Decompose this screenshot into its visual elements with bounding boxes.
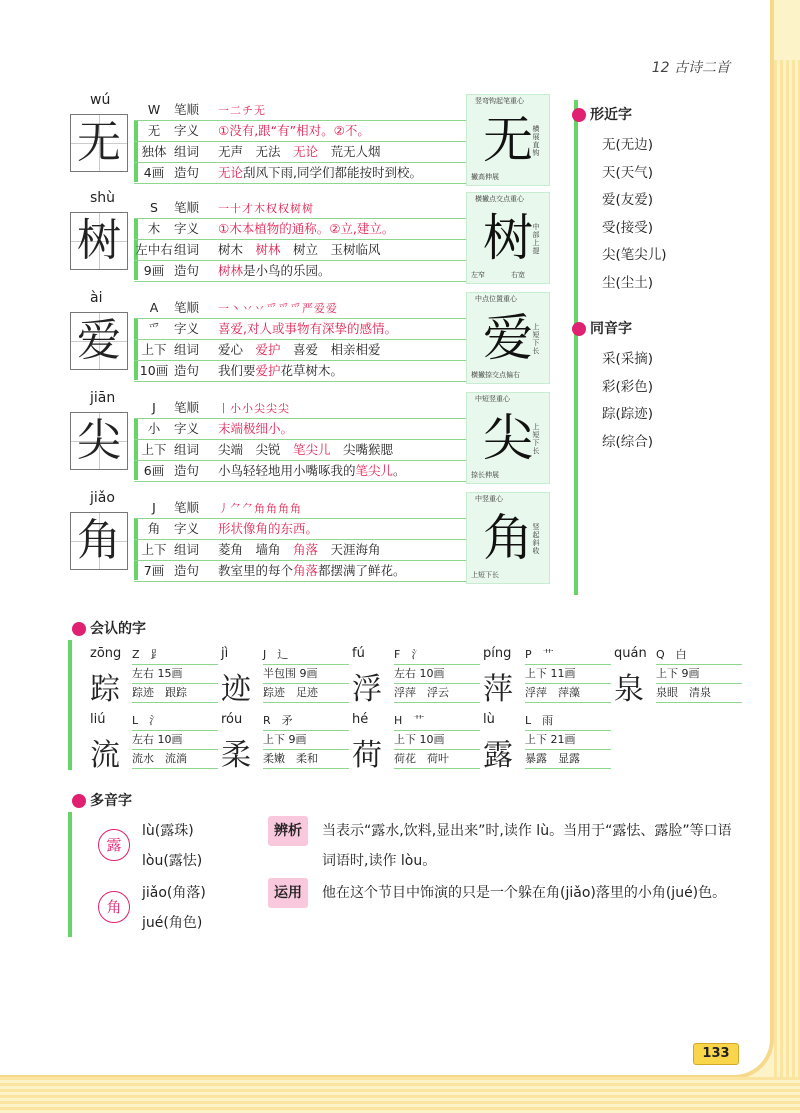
recognize-struct: 左右 [132,733,158,746]
row-content: 爱心 爱护 喜爱 相亲相爱 [218,342,381,357]
list-item: 彩(彩色) [602,378,654,395]
recognize-strokes: 9画 [681,667,700,680]
polyphonic-label-wrap [268,878,308,908]
row-content: 形状像角的东西。 [218,521,319,536]
polyphonic-reading: lòu(露怯) [142,853,203,869]
row-label: 造句 [174,263,200,278]
writing-demo: 角 中竖重心 竖起斜收 上短下长 [466,492,550,584]
row-label: 字义 [174,221,200,236]
divider-line [574,100,578,595]
recognize-info [525,646,611,703]
writing-note: 上短下长 [471,571,499,579]
row-label: 字义 [174,321,200,336]
row-label: 造句 [174,363,200,378]
recognize-info [263,712,349,769]
recognize-item [90,712,220,772]
similar-heading: 形近字 [572,104,632,124]
recognize-words: 踪迹 足迹 [263,684,349,703]
recognize-character: 荷 [352,738,382,773]
polyphonic-label-wrap [268,816,308,846]
row-content: 一丶丷丷爫爫爫严爱爱 [218,302,338,315]
entry-pinyin: wú [90,92,111,108]
recognize-character: 浮 [352,672,382,707]
pencil-icon [72,622,86,636]
row-label: 造句 [174,563,200,578]
polyphonic-readings [142,816,202,876]
recognize-pinyin: fú [352,646,365,661]
writing-note: 捺长伸展 [471,471,499,479]
list-item: 爱(友爱) [602,192,654,208]
row-label: 造句 [174,463,200,478]
pencil-icon [572,108,586,122]
page-edge-bottom [0,1077,800,1113]
row-content: 喜爱,对人或事物有深挚的感情。 [218,321,397,336]
list-item: 采(采摘) [602,351,654,367]
recognize-pinyin: róu [221,712,243,727]
recognize-struct-strokes [394,731,480,750]
row-tag: W [147,102,161,117]
row-content: 末端极细小。 [218,421,294,436]
row-content: 无论刮风下雨,同学们都能按时到校。 [218,165,422,180]
char-entry [68,390,550,490]
row-tag: S [150,200,158,215]
row-tag: J [152,500,156,515]
list-item: 受(接受) [602,219,654,236]
row-content: ①没有,跟“有”相对。②不。 [218,123,370,138]
recognize-radical: 氵 [411,648,423,661]
polyphonic-label: 运用 [268,878,308,908]
page-header: 12 古诗二首 [651,60,730,76]
recognize-words: 暴露 显露 [525,750,611,769]
recognize-character: 流 [90,738,120,773]
recognize-letter: F [394,648,412,661]
recognize-struct-strokes [525,731,611,750]
row-label: 笔顺 [174,400,200,415]
recognize-words: 荷花 荷叶 [394,750,480,769]
recognize-pinyin: zōng [90,646,122,661]
recognize-heading: 会认的字 [72,618,146,638]
row-content: 无声 无法 无论 荒无人烟 [218,144,381,159]
recognize-letter-radical [263,712,349,731]
recognize-radical: 矛 [281,714,293,727]
similar-list [602,132,667,297]
row-content: 树林是小鸟的乐园。 [218,263,331,278]
entry-pinyin: shù [90,190,116,206]
recognize-radical: 艹 [413,714,425,727]
entry-pinyin: jiǎo [90,490,115,506]
pencil-icon [72,794,86,808]
writing-demo: 无 竖弯钩起笔重心 横展直钩 撇高伸展 [466,94,550,186]
writing-note: 上短下长 [532,423,540,455]
recognize-item [614,646,744,706]
recognize-info [525,712,611,769]
recognize-radical: 辶 [277,648,289,661]
recognize-strokes: 21画 [550,733,576,746]
recognize-strokes: 10画 [157,733,183,746]
list-item: 尘(尘土) [602,274,654,291]
row-content: 尖端 尖锐 笔尖儿 尖嘴猴腮 [218,442,394,457]
recognize-info [263,646,349,703]
list-item: 无(无边) [602,137,654,153]
recognize-radical: 雨 [542,714,554,727]
row-label: 组词 [174,242,200,257]
row-label: 字义 [174,123,200,138]
recognize-letter: L [132,714,150,727]
row-tag: 左中右 [135,242,173,257]
char-entry [68,290,550,390]
row-label: 笔顺 [174,300,200,315]
recognize-letter-radical [656,646,742,665]
row-label: 组词 [174,342,200,357]
recognize-character: 露 [483,738,513,773]
recognize-struct: 上下 [656,667,682,680]
recognize-letter: Q [656,648,676,661]
recognize-strokes: 10画 [419,733,445,746]
recognize-letter-radical [525,646,611,665]
recognize-words: 浮萍 浮云 [394,684,480,703]
recognize-letter: Z [132,648,151,661]
recognize-letter-radical [394,712,480,731]
row-label: 笔顺 [174,200,200,215]
row-tag: 7画 [143,563,165,578]
recognize-item [352,646,482,706]
page-edge-right [774,60,800,1113]
list-item: 尖(笔尖儿) [602,247,667,263]
char-entry [68,190,550,290]
row-content: 一二チ无 [218,104,266,117]
recognize-struct-strokes [394,665,480,684]
recognize-letter: L [525,714,543,727]
row-label: 字义 [174,521,200,536]
row-tag: J [152,400,156,415]
row-tag: 上下 [141,542,167,557]
recognize-item [483,646,613,706]
row-tag: 独体 [141,144,167,159]
writing-note: 左窄 [471,271,485,279]
polyphonic-label: 辨析 [268,816,308,846]
polyphonic-reading: jué(角色) [142,915,203,931]
writing-note: 横撇捺交点偏右 [471,371,520,379]
row-label: 造句 [174,165,200,180]
writing-note: 中短竖重心 [475,395,510,403]
recognize-rail [68,640,72,770]
row-tag: 木 [147,221,161,236]
recognize-words: 柔嫩 柔和 [263,750,349,769]
row-content: 树木 树林 树立 玉树临风 [218,242,381,257]
row-tag: A [149,300,159,315]
writing-note: 中部上提 [532,223,540,255]
recognize-letter-radical [132,712,218,731]
row-label: 组词 [174,442,200,457]
recognize-words: 泉眼 清泉 [656,684,742,703]
entry-pinyin: jiān [90,390,116,406]
homophone-heading: 同音字 [572,318,632,338]
writing-note: 横展直钩 [532,125,540,157]
writing-note: 中点位置重心 [475,295,517,303]
writing-note: 横撇点交点重心 [475,195,524,203]
recognize-strokes: 11画 [550,667,576,680]
recognize-character: 迹 [221,672,251,707]
polyphonic-heading: 多音字 [72,790,132,810]
entry-character: 爱 [70,312,128,370]
recognize-letter-radical [132,646,218,665]
recognize-pinyin: hé [352,712,369,727]
row-tag: 9画 [143,263,165,278]
row-tag: 4画 [143,165,165,180]
row-tag: 爫 [147,321,161,336]
recognize-item [483,712,613,772]
recognize-struct-strokes [656,665,742,684]
writing-note: 撇高伸展 [471,173,499,181]
recognize-radical: 艹 [542,648,554,661]
polyphonic-char-badge: 露 [98,829,130,861]
entry-character: 树 [70,212,128,270]
list-item: 踪(踪迹) [602,406,654,422]
recognize-radical: 氵 [149,714,161,727]
polyphonic-char-badge: 角 [98,891,130,923]
row-tag: 10画 [139,363,169,378]
recognize-strokes: 15画 [157,667,183,680]
recognize-strokes: 9画 [288,733,307,746]
writing-note: 竖弯钩起笔重心 [475,97,524,105]
polyphonic-text: 他在这个节目中饰演的只是一个躲在角(jiǎo)落里的小角(jué)色。 [322,885,727,901]
recognize-letter-radical [394,646,480,665]
recognize-info [394,712,480,769]
recognize-item [221,712,351,772]
row-tag: 6画 [143,463,165,478]
writing-note: 上短下长 [532,323,540,355]
row-content: 丨小小尖尖尖 [218,402,290,415]
row-tag: 角 [147,521,161,536]
row-tag: 小 [147,421,161,436]
row-content: 我们要爱护花草树木。 [218,363,344,378]
writing-demo: 树 横撇点交点重心 中部上提 左窄 右宽 [466,192,550,284]
recognize-letter: J [263,648,278,661]
row-content: 一十才木权权树树 [218,202,314,215]
entry-character: 尖 [70,412,128,470]
recognize-struct-strokes [263,731,349,750]
recognize-struct-strokes [132,731,218,750]
row-tag: 上下 [141,442,167,457]
row-content: 丿⺈⺈角角角角 [218,502,302,515]
recognize-item [90,646,220,706]
recognize-item [221,646,351,706]
recognize-struct: 上下 [263,733,289,746]
writing-note: 右宽 [511,271,525,279]
polyphonic-readings [142,878,206,938]
page-number: 133 [693,1043,739,1065]
row-content: 教室里的每个角落都摆满了鲜花。 [218,563,406,578]
recognize-struct: 上下 [525,667,551,680]
recognize-letter: R [263,714,282,727]
list-item: 综(综合) [602,433,654,450]
writing-note: 中竖重心 [475,495,503,503]
row-label: 组词 [174,542,200,557]
row-label: 笔顺 [174,102,200,117]
recognize-struct: 上下 [525,733,551,746]
recognize-info [656,646,742,703]
recognize-struct: 左右 [132,667,158,680]
recognize-character: 柔 [221,738,251,773]
writing-demo: 尖 中短竖重心 上短下长 捺长伸展 [466,392,550,484]
entry-character: 角 [70,512,128,570]
polyphonic-rail [68,812,72,937]
char-entry [68,490,550,590]
recognize-info [394,646,480,703]
recognize-words: 踪迹 跟踪 [132,684,218,703]
writing-demo: 爱 中点位置重心 上短下长 横撇捺交点偏右 [466,292,550,384]
recognize-strokes: 9画 [299,667,318,680]
recognize-character: 萍 [483,672,513,707]
row-content: 菱角 墙角 角落 天涯海角 [218,542,381,557]
polyphonic-reading: jiǎo(角落) [142,885,206,901]
recognize-radical: ⻊ [150,648,162,661]
char-entry [68,92,550,192]
recognize-struct-strokes [132,665,218,684]
recognize-struct: 左右 [394,667,420,680]
list-item: 天(天气) [602,164,654,181]
recognize-radical: 白 [675,648,687,661]
recognize-struct-strokes [525,665,611,684]
row-label: 笔顺 [174,500,200,515]
recognize-info [132,646,218,703]
recognize-words: 流水 流淌 [132,750,218,769]
recognize-pinyin: liú [90,712,106,727]
recognize-pinyin: lù [483,712,495,727]
recognize-struct-strokes [263,665,349,684]
recognize-info [132,712,218,769]
recognize-letter-radical [525,712,611,731]
writing-note: 竖起斜收 [532,523,540,555]
recognize-pinyin: jì [221,646,229,661]
pencil-icon [572,322,586,336]
recognize-letter: P [525,648,543,661]
recognize-pinyin: quán [614,646,647,661]
recognize-letter-radical [263,646,349,665]
polyphonic-text: 当表示“露水,饮料,显出来”时,读作 lù。当用于“露怯、露脸”等口语词语时,读作 lòu。 [322,823,732,869]
recognize-character: 踪 [90,672,120,707]
recognize-item [352,712,482,772]
entry-pinyin: ài [90,290,103,306]
recognize-letter: H [394,714,414,727]
entry-character: 无 [70,114,128,172]
recognize-words: 浮萍 萍藻 [525,684,611,703]
row-content: ①木本植物的通称。②立,建立。 [218,221,395,236]
row-content: 小鸟轻轻地用小嘴啄我的笔尖儿。 [218,463,406,478]
recognize-character: 泉 [614,672,644,707]
row-label: 字义 [174,421,200,436]
row-label: 组词 [174,144,200,159]
recognize-strokes: 10画 [419,667,445,680]
row-tag: 无 [147,123,161,138]
homophone-list [602,346,653,456]
recognize-pinyin: píng [483,646,512,661]
recognize-struct: 半包围 [263,667,300,680]
polyphonic-reading: lù(露珠) [142,823,194,839]
row-tag: 上下 [141,342,167,357]
recognize-struct: 上下 [394,733,420,746]
